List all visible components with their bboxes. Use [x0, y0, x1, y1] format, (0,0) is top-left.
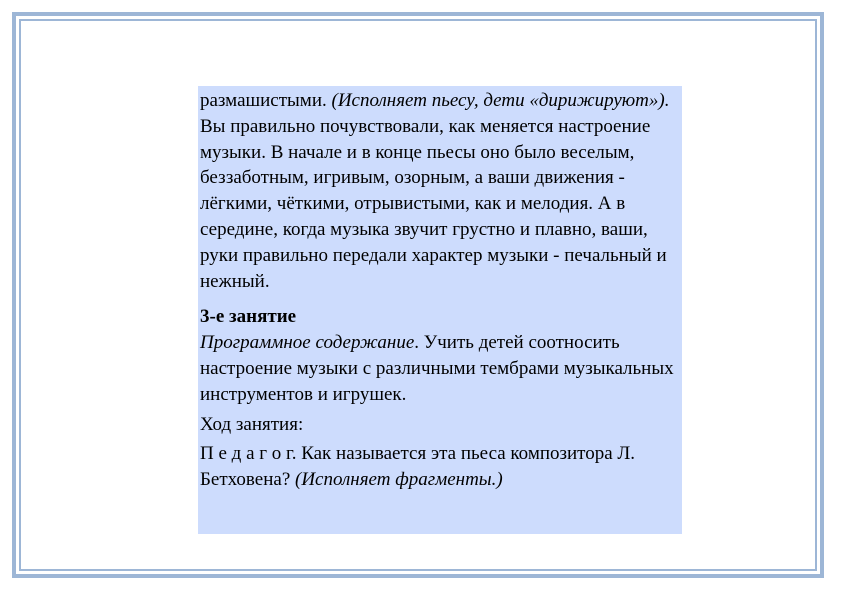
paragraph-teacher-speech: Вы правильно почувствовали, как меняется настроение музыки. В начале и в конце пьесы оно было веселым, беззаботным, игривым, озорным, а ваши движения - лёгкими, чёткими, отрывистыми, как и мелодия. А в середине, когда музыка звучит грустно и плавно, ваши, руки правильно передали характер музыки - печальный и нежный.	[200, 115, 667, 292]
paragraph-teacher-question	[200, 441, 682, 493]
program-content-label: Программное содержание	[200, 332, 415, 354]
paragraph-text: размашистыми.	[200, 90, 332, 111]
paragraph-program-content	[200, 330, 682, 407]
text-block	[198, 86, 682, 534]
program-content-text: . Учить детей соотносить настроение музыки с различными тембрами музыкальных инструментов и игрушек.	[200, 332, 674, 405]
teacher-question-text: П е д а г о г. Как называется эта пьеса композитора Л. Бетховена?	[200, 443, 636, 491]
stage-direction: (Исполняет пьесу, дети «дирижируют»).	[331, 90, 670, 111]
paragraph-lesson-course: Ход занятия:	[200, 413, 304, 435]
paragraph-continuation	[200, 88, 682, 114]
section-heading: 3-е занятие	[200, 306, 297, 328]
stage-direction: (Исполняет фрагменты.)	[295, 469, 503, 491]
